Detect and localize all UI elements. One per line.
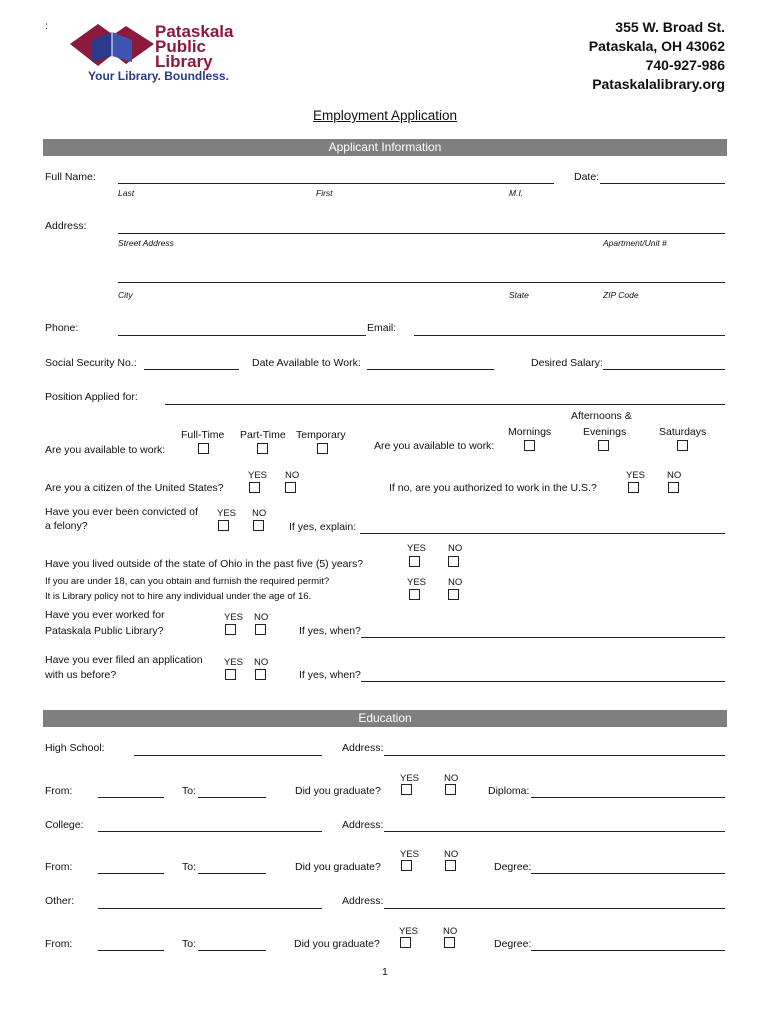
citizen-yes-label: YES	[248, 470, 268, 481]
email-label: Email:	[367, 322, 397, 334]
other-from-label: From:	[45, 938, 73, 950]
other-to-field[interactable]	[198, 950, 266, 951]
hs-yes-checkbox[interactable]	[401, 784, 412, 795]
hs-yes-label: YES	[400, 773, 420, 784]
zip-caption: ZIP Code	[603, 290, 639, 300]
citizen-question: Are you a citizen of the United States?	[45, 482, 224, 494]
college-address-field[interactable]	[384, 831, 725, 832]
other-no-checkbox[interactable]	[444, 937, 455, 948]
college-graduate-label: Did you graduate?	[295, 861, 381, 873]
position-field[interactable]	[165, 404, 725, 405]
filed-when-label: If yes, when?	[299, 669, 361, 681]
felony-explain-field[interactable]	[360, 533, 725, 534]
street-address-field[interactable]	[118, 233, 725, 234]
under18-question-1: If you are under 18, can you obtain and furnish the required permit?	[45, 576, 330, 587]
high-school-field[interactable]	[134, 755, 322, 756]
other-field[interactable]	[98, 908, 322, 909]
felony-yes-label: YES	[217, 508, 237, 519]
address-label: Address:	[45, 220, 87, 232]
other-to-label: To:	[182, 938, 197, 950]
library-name-3: Library	[155, 52, 213, 71]
other-degree-field[interactable]	[531, 950, 725, 951]
position-label: Position Applied for:	[45, 391, 138, 403]
ohio-yes-checkbox[interactable]	[409, 556, 420, 567]
afternoons-label-2: Evenings	[583, 426, 627, 438]
date-available-label: Date Available to Work:	[252, 357, 361, 369]
part-time-label: Part-Time	[240, 429, 286, 441]
felony-explain-label: If yes, explain:	[289, 521, 357, 533]
hs-no-label: NO	[444, 773, 459, 784]
other-from-field[interactable]	[98, 950, 164, 951]
city-caption: City	[118, 290, 133, 300]
felony-question-1: Have you ever been convicted of	[45, 506, 198, 518]
hs-graduate-label: Did you graduate?	[295, 785, 381, 797]
last-caption: Last	[118, 188, 135, 198]
library-name-2: Public	[155, 37, 207, 56]
page-number: 1	[382, 966, 388, 978]
library-tagline: Your Library. Boundless.	[88, 69, 229, 83]
date-field[interactable]	[600, 183, 725, 184]
college-yes-label: YES	[400, 849, 420, 860]
hs-no-checkbox[interactable]	[445, 784, 456, 795]
authorized-question: If no, are you authorized to work in the U.S.?	[389, 482, 597, 494]
ohio-yes-label: YES	[407, 543, 427, 554]
citizen-no-label: NO	[285, 470, 300, 481]
college-yes-checkbox[interactable]	[401, 860, 412, 871]
filed-yes-label: YES	[224, 657, 244, 668]
website: Pataskalalibrary.org	[592, 76, 725, 92]
college-to-label: To:	[182, 861, 197, 873]
desired-salary-label: Desired Salary:	[531, 357, 603, 369]
hs-address-label: Address:	[342, 742, 384, 754]
desired-salary-field[interactable]	[603, 369, 725, 370]
hs-to-label: To:	[182, 785, 197, 797]
worked-yes-label: YES	[224, 612, 244, 623]
full-time-label: Full-Time	[181, 429, 225, 441]
other-yes-label: YES	[399, 926, 419, 937]
college-field[interactable]	[98, 831, 322, 832]
mornings-label: Mornings	[508, 426, 552, 438]
full-name-field[interactable]	[118, 183, 554, 184]
hs-to-field[interactable]	[198, 797, 266, 798]
other-yes-checkbox[interactable]	[400, 937, 411, 948]
under18-yes-label: YES	[407, 577, 427, 588]
authorized-no-label: NO	[667, 470, 682, 481]
college-to-field[interactable]	[198, 873, 266, 874]
under18-question-2: It is Library policy not to hire any individual under the age of 16.	[45, 591, 312, 602]
worked-no-label: NO	[254, 612, 269, 623]
hs-address-field[interactable]	[384, 755, 725, 756]
address-line2: Pataskala, OH 43062	[588, 38, 725, 54]
address-line1: 355 W. Broad St.	[615, 19, 725, 35]
library-logo	[70, 22, 250, 84]
afternoons-checkbox[interactable]	[598, 440, 609, 451]
hs-from-label: From:	[45, 785, 73, 797]
date-label: Date:	[574, 171, 600, 183]
section-education-header: Education	[43, 710, 727, 727]
worked-question-2: Pataskala Public Library?	[45, 625, 164, 637]
under18-yes-checkbox[interactable]	[409, 589, 420, 600]
felony-no-label: NO	[252, 508, 267, 519]
college-no-label: NO	[444, 849, 459, 860]
college-degree-label: Degree:	[494, 861, 532, 873]
worked-no-checkbox[interactable]	[255, 624, 266, 635]
ssn-label: Social Security No.:	[45, 357, 137, 369]
book-icon	[70, 22, 156, 72]
afternoons-label-1: Afternoons &	[571, 410, 632, 422]
mi-caption: M.I.	[509, 188, 524, 198]
page-title: Employment Application	[312, 108, 458, 123]
other-label: Other:	[45, 895, 75, 907]
college-degree-field[interactable]	[531, 873, 725, 874]
ssn-field[interactable]	[144, 369, 239, 370]
college-address-label: Address:	[342, 819, 384, 831]
hs-from-field[interactable]	[98, 797, 164, 798]
available-question-1: Are you available to work:	[45, 444, 166, 456]
filed-no-label: NO	[254, 657, 269, 668]
filed-question-1: Have you ever filed an application	[45, 654, 203, 666]
worked-when-label: If yes, when?	[299, 625, 361, 637]
library-name-1: Pataskala	[155, 22, 234, 41]
phone-field[interactable]	[118, 335, 366, 336]
worked-yes-checkbox[interactable]	[225, 624, 236, 635]
email-field[interactable]	[414, 335, 725, 336]
high-school-label: High School:	[45, 742, 105, 754]
state-caption: State	[509, 290, 529, 300]
felony-question-2: a felony?	[45, 520, 88, 532]
first-caption: First	[316, 188, 333, 198]
citizen-no-checkbox[interactable]	[285, 482, 296, 493]
street-caption: Street Address	[118, 238, 174, 248]
authorized-yes-checkbox[interactable]	[628, 482, 639, 493]
saturdays-checkbox[interactable]	[677, 440, 688, 451]
college-from-field[interactable]	[98, 873, 164, 874]
college-from-label: From:	[45, 861, 73, 873]
full-time-checkbox[interactable]	[198, 443, 209, 454]
felony-yes-checkbox[interactable]	[218, 520, 229, 531]
phone-number: 740-927-986	[645, 57, 725, 73]
diploma-field[interactable]	[531, 797, 725, 798]
filed-when-field[interactable]	[361, 681, 725, 682]
temporary-label: Temporary	[296, 429, 346, 441]
college-no-checkbox[interactable]	[445, 860, 456, 871]
available-question-2: Are you available to work:	[374, 440, 495, 452]
date-available-field[interactable]	[367, 369, 494, 370]
mornings-checkbox[interactable]	[524, 440, 535, 451]
other-address-field[interactable]	[384, 908, 725, 909]
other-graduate-label: Did you graduate?	[294, 938, 380, 950]
ohio-no-checkbox[interactable]	[448, 556, 459, 567]
under18-no-checkbox[interactable]	[448, 589, 459, 600]
filed-question-2: with us before?	[45, 669, 117, 681]
corner-mark: :	[45, 20, 48, 32]
other-address-label: Address:	[342, 895, 384, 907]
worked-question-1: Have you ever worked for	[45, 609, 165, 621]
section-applicant-header: Applicant Information	[43, 139, 727, 156]
authorized-yes-label: YES	[626, 470, 646, 481]
felony-no-checkbox[interactable]	[253, 520, 264, 531]
ohio-question: Have you lived outside of the state of Ohio in the past five (5) years?	[45, 558, 364, 570]
ohio-no-label: NO	[448, 543, 463, 554]
temporary-checkbox[interactable]	[317, 443, 328, 454]
city-state-zip-field[interactable]	[118, 282, 725, 283]
phone-label: Phone:	[45, 322, 79, 334]
college-label: College:	[45, 819, 84, 831]
apt-caption: Apartment/Unit #	[603, 238, 667, 248]
diploma-label: Diploma:	[488, 785, 530, 797]
other-no-label: NO	[443, 926, 458, 937]
full-name-label: Full Name:	[45, 171, 96, 183]
saturdays-label: Saturdays	[659, 426, 707, 438]
filed-no-checkbox[interactable]	[255, 669, 266, 680]
under18-no-label: NO	[448, 577, 463, 588]
citizen-yes-checkbox[interactable]	[249, 482, 260, 493]
part-time-checkbox[interactable]	[257, 443, 268, 454]
filed-yes-checkbox[interactable]	[225, 669, 236, 680]
worked-when-field[interactable]	[361, 637, 725, 638]
authorized-no-checkbox[interactable]	[668, 482, 679, 493]
other-degree-label: Degree:	[494, 938, 532, 950]
